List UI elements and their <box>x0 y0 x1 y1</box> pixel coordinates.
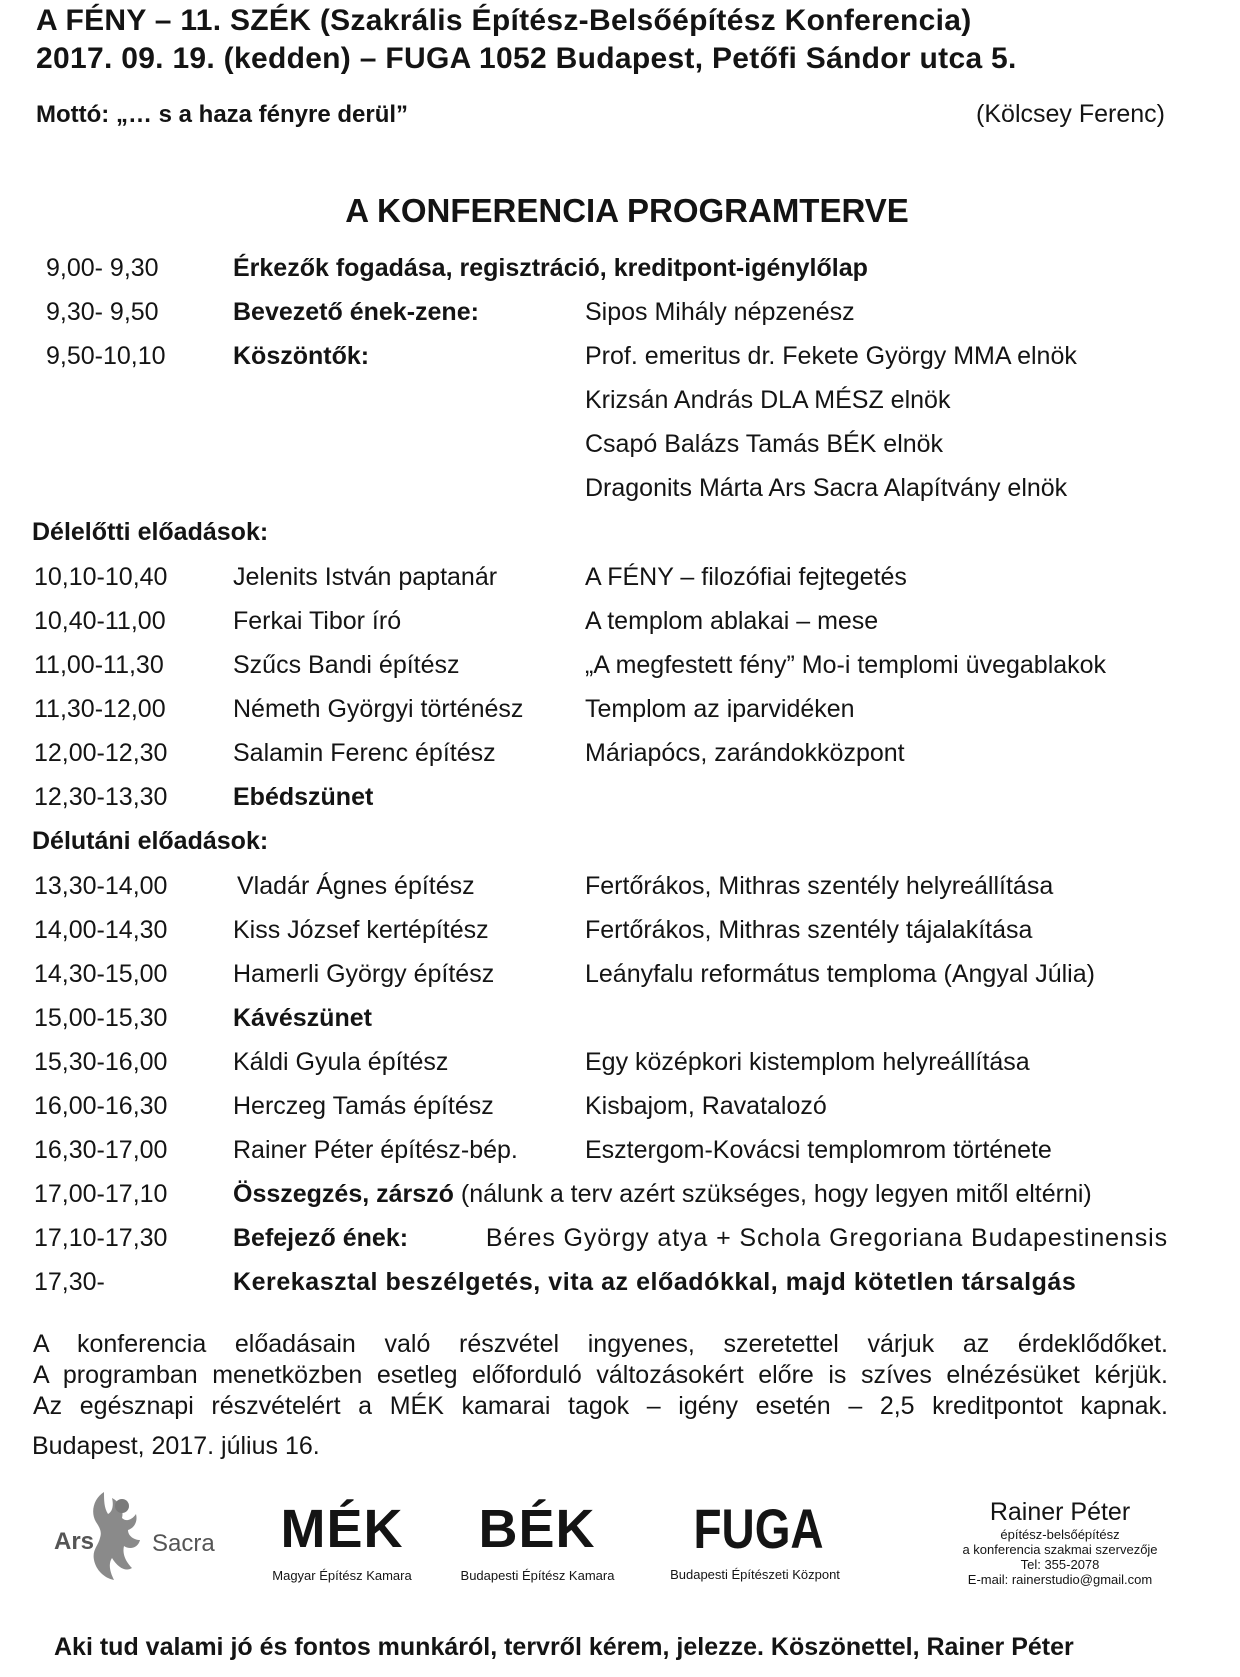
closing-song-line <box>233 1221 1168 1255</box>
roundtable-label: Kerekasztal beszélgetés, vita az előadókkal, majd kötetlen társalgás <box>233 1268 1077 1296</box>
time: 9,00- 9,30 <box>46 254 159 282</box>
topic: Egy középkori kistemplom helyreállítása <box>585 1048 1030 1076</box>
time: 17,10-17,30 <box>34 1224 168 1252</box>
program-row <box>0 295 1240 335</box>
participation-notes <box>33 1329 1168 1422</box>
speaker: Szűcs Bandi építész <box>233 651 460 679</box>
time: 11,30-12,00 <box>34 695 166 723</box>
greeter-row <box>0 471 1240 511</box>
bek-caption: Budapesti Építész Kamara <box>460 1568 615 1583</box>
time: 9,50-10,10 <box>46 342 166 370</box>
speaker: Káldi Gyula építész <box>233 1048 449 1076</box>
contact-name: Rainer Péter <box>989 1498 1131 1526</box>
topic: Leányfalu református temploma (Angyal Júlia) <box>585 960 1095 988</box>
item-detail: Prof. emeritus dr. Fekete György MMA elnök <box>585 342 1077 370</box>
note-line: A konferencia előadásain való részvétel ingyenes, szeretettel várjuk az érdeklődőket. <box>33 1330 1168 1358</box>
time: 13,30-14,00 <box>34 872 168 900</box>
morning-heading: Délelőtti előadások: <box>32 518 269 546</box>
coffee-row <box>0 1001 1240 1041</box>
time: 9,30- 9,50 <box>46 298 159 326</box>
speaker: Kiss József kertépítész <box>233 916 489 944</box>
time: 15,30-16,00 <box>34 1048 168 1076</box>
break-label: Kávészünet <box>233 1004 372 1032</box>
lunch-row <box>0 780 1240 820</box>
program-row <box>0 1045 1240 1085</box>
program-row <box>0 560 1240 600</box>
closing-song-row <box>0 1221 1240 1261</box>
contact-block <box>940 1497 1180 1587</box>
speaker: Vladár Ágnes építész <box>237 872 475 900</box>
mek-logo: MÉK <box>280 1499 404 1559</box>
time: 16,00-16,30 <box>34 1092 168 1120</box>
program-row <box>0 251 1240 291</box>
fuga-logo: FUGA <box>693 1497 824 1560</box>
summary-row <box>0 1177 1240 1217</box>
contact-role: építész-belsőépítész <box>1000 1527 1120 1542</box>
speaker: Hamerli György építész <box>233 960 495 988</box>
note-line: A programban menetközben esetleg előforduló változásokért előre is szíves elnézésüket kérjük. <box>33 1361 1168 1389</box>
conference-date-venue: 2017. 09. 19. (kedden) – FUGA 1052 Budapest, Petőfi Sándor utca 5. <box>36 42 1017 75</box>
speaker: Salamin Ferenc építész <box>233 739 496 767</box>
program-row <box>0 1089 1240 1129</box>
time: 12,00-12,30 <box>34 739 168 767</box>
topic: A FÉNY – filozófiai fejtegetés <box>585 563 907 591</box>
closing-song-label: Befejező ének: <box>233 1224 409 1252</box>
note-line: Az egésznapi részvételért a MÉK kamarai tagok – igény esetén – 2,5 kreditpontot kapnak. <box>33 1392 1168 1420</box>
time: 10,40-11,00 <box>34 607 166 635</box>
item-label: Bevezető ének-zene: <box>233 298 479 326</box>
summary-label: Összegzés, zárszó <box>233 1180 454 1208</box>
program-row <box>0 604 1240 644</box>
time: 11,00-11,30 <box>34 651 164 679</box>
time: 14,30-15,00 <box>34 960 168 988</box>
program-row <box>0 1133 1240 1173</box>
greeter: Dragonits Márta Ars Sacra Alapítvány elnök <box>585 474 1068 502</box>
time: 12,30-13,30 <box>34 783 168 811</box>
afternoon-heading: Délutáni előadások: <box>32 827 269 855</box>
topic: Máriapócs, zarándokközpont <box>585 739 905 767</box>
greeter: Csapó Balázs Tamás BÉK elnök <box>585 430 944 458</box>
speaker: Herczeg Tamás építész <box>233 1092 494 1120</box>
time: 10,10-10,40 <box>34 563 168 591</box>
item-label: Köszöntők: <box>233 342 370 370</box>
contact-phone: Tel: 355-2078 <box>1020 1557 1100 1572</box>
roundtable-row <box>0 1265 1240 1305</box>
time: 15,00-15,30 <box>34 1004 168 1032</box>
fuga-caption: Budapesti Építészeti Központ <box>670 1567 840 1582</box>
program-row <box>0 648 1240 688</box>
greeter-row <box>0 427 1240 467</box>
speaker: Rainer Péter építész-bép. <box>233 1136 518 1164</box>
speaker: Ferkai Tibor író <box>233 607 402 635</box>
item-label: Érkezők fogadása, regisztráció, kreditpont-igénylőlap <box>233 254 868 282</box>
speaker: Jelenits István paptanár <box>233 563 498 591</box>
topic: Templom az iparvidéken <box>585 695 855 723</box>
topic: Fertőrákos, Mithras szentély helyreállítása <box>585 872 1054 900</box>
summary-note: (nálunk a terv azért szükséges, hogy legyen mitől eltérni) <box>460 1180 1092 1208</box>
topic: „A megfestett fény” Mo-i templomi üvegablakok <box>585 651 1107 679</box>
program-row <box>0 913 1240 953</box>
topic: A templom ablakai – mese <box>585 607 879 635</box>
date-place: Budapest, 2017. július 16. <box>32 1432 320 1460</box>
time: 17,30- <box>34 1268 105 1296</box>
mek-caption: Magyar Építész Kamara <box>272 1568 412 1583</box>
motto: Mottó: „… s a haza fényre derül” <box>36 101 409 128</box>
ars-sacra-logo <box>52 1484 222 1584</box>
sacra-word: Sacra <box>152 1530 215 1557</box>
break-label: Ebédszünet <box>233 783 374 811</box>
footer-request: Aki tud valami jó és fontos munkáról, tervről kérem, jelezze. Köszönettel, Rainer Péter <box>54 1633 1074 1661</box>
program-row <box>0 692 1240 732</box>
summary-text <box>233 1177 1092 1211</box>
greeter: Krizsán András DLA MÉSZ elnök <box>585 386 951 414</box>
topic: Fertőrákos, Mithras szentély tájalakítása <box>585 916 1033 944</box>
time: 16,30-17,00 <box>34 1136 168 1164</box>
bek-logo: BÉK <box>478 1499 596 1559</box>
time: 17,00-17,10 <box>34 1180 168 1208</box>
topic: Esztergom-Kovácsi templomrom története <box>585 1136 1052 1164</box>
conference-title: A FÉNY – 11. SZÉK (Szakrális Építész-Belsőépítész Konferencia) <box>36 4 972 37</box>
program-row <box>0 339 1240 379</box>
contact-email: E-mail: rainerstudio@gmail.com <box>967 1572 1153 1587</box>
program-title: A KONFERENCIA PROGRAMTERVE <box>345 192 909 229</box>
motto-author: (Kölcsey Ferenc) <box>976 100 1165 128</box>
program-row <box>0 869 1240 909</box>
contact-role-detail: a konferencia szakmai szervezője <box>962 1542 1158 1557</box>
time: 14,00-14,30 <box>34 916 168 944</box>
closing-song-performers: Béres György atya + Schola Gregoriana Budapestinensis <box>485 1224 1168 1252</box>
program-row <box>0 736 1240 776</box>
program-row <box>0 957 1240 997</box>
topic: Kisbajom, Ravatalozó <box>585 1092 827 1120</box>
ars-word: Ars <box>54 1528 95 1555</box>
speaker: Németh Györgyi történész <box>233 695 524 723</box>
item-detail: Sipos Mihály népzenész <box>585 298 855 326</box>
greeter-row <box>0 383 1240 423</box>
